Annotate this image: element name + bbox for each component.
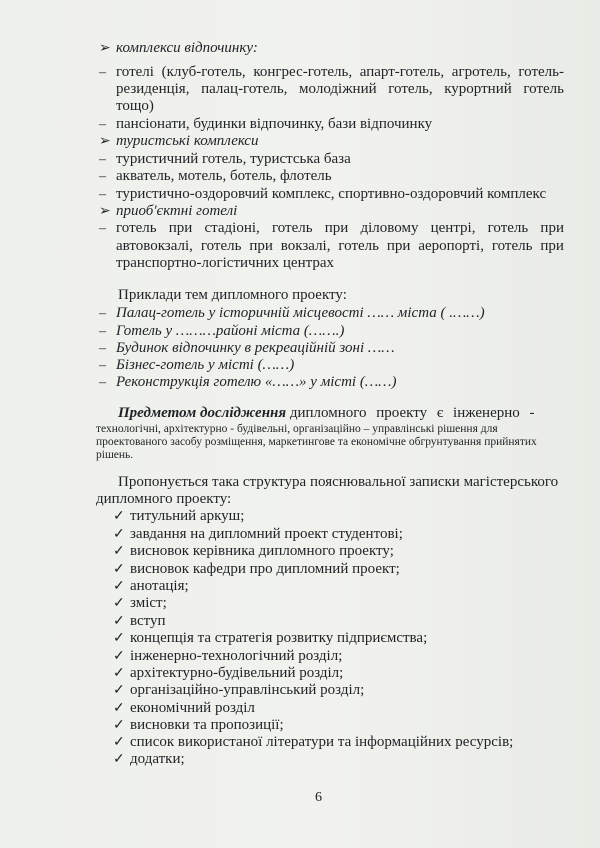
word: готель, <box>388 81 433 97</box>
list-item-line <box>116 238 564 255</box>
structure-item: економічний розділ <box>130 700 255 716</box>
list-item-line <box>116 81 564 98</box>
word: готель <box>523 81 564 97</box>
dash-bullet: – <box>99 187 106 202</box>
word: готель <box>271 220 313 236</box>
structure-item: висновок керівника дипломного проекту; <box>130 543 394 559</box>
dash-bullet: – <box>99 221 106 236</box>
word: готель <box>491 238 533 254</box>
dash-bullet: – <box>99 65 106 80</box>
word: при <box>324 220 349 236</box>
word: вокзалі, <box>280 238 331 254</box>
checkmark-icon: ✓ <box>113 666 125 681</box>
checkmark-icon: ✓ <box>113 718 125 733</box>
subject-line: проектованого засобу розміщення, маркетингове та економічне обгрунтування прийнятих <box>96 436 537 448</box>
arrow-bullet-icon: ➢ <box>99 134 111 149</box>
list-item-line: пансіонати, будинки відпочинку, бази відпочинку <box>116 116 433 132</box>
example-item: Будинок відпочинку в рекреаційній зоні …… <box>116 340 395 356</box>
word: готель <box>116 220 157 236</box>
subject-line: технологічні, архітектурно - будівельні, організаційно – управлінські рішення для <box>96 423 498 435</box>
word: готель <box>200 238 242 254</box>
group-heading: приоб'єктні готелі <box>116 203 238 219</box>
checkmark-icon: ✓ <box>113 631 125 646</box>
word: при <box>249 238 273 254</box>
checkmark-icon: ✓ <box>113 649 125 664</box>
example-item: Реконструкція готелю «……» у місті (……) <box>116 374 397 390</box>
structure-item: організаційно-управлінський розділ; <box>130 682 365 698</box>
word: при <box>540 220 564 236</box>
structure-item: висновки та пропозиції; <box>130 717 284 733</box>
checkmark-icon: ✓ <box>113 701 125 716</box>
word: конгрес-готель, <box>253 64 353 80</box>
dash-bullet: – <box>99 375 106 390</box>
structure-item: концепція та стратегія розвитку підприємства; <box>130 630 428 646</box>
checkmark-icon: ✓ <box>113 735 125 750</box>
subject-line: рішень. <box>96 449 134 461</box>
structure-item: список використаної літератури та інформаційних ресурсів; <box>130 734 514 750</box>
structure-item: висновок кафедри про дипломний проект; <box>130 561 400 577</box>
word: центрі, <box>430 220 476 236</box>
examples-title: Приклади тем дипломного проекту: <box>118 287 347 303</box>
structure-intro-line: Пропонується така структура пояснювальної записки магістерського <box>118 474 559 490</box>
checkmark-icon: ✓ <box>113 544 125 559</box>
structure-item: додатки; <box>130 751 185 767</box>
checkmark-icon: ✓ <box>113 596 125 611</box>
list-item-line: транспортно-логістичних центрах <box>116 255 334 271</box>
word: автовокзалі, <box>116 238 193 254</box>
word: готель <box>338 238 379 254</box>
list-item-line: акватель, мотель, ботель, флотель <box>116 168 332 184</box>
word: готель <box>487 220 529 236</box>
structure-item: зміст; <box>130 595 167 611</box>
checkmark-icon: ✓ <box>113 752 125 767</box>
structure-item: завдання на дипломний проект студентові; <box>130 526 403 542</box>
word: апарт-готель, <box>359 64 445 80</box>
word: аеропорті, <box>418 238 484 254</box>
word: резиденція, <box>116 81 190 97</box>
word: палац-готель, <box>201 81 288 97</box>
word: при <box>168 220 193 236</box>
checkmark-icon: ✓ <box>113 527 125 542</box>
dash-bullet: – <box>99 117 106 132</box>
arrow-bullet-icon: ➢ <box>99 204 111 219</box>
word: курортний <box>444 81 512 97</box>
word: при <box>386 238 411 254</box>
word: (клуб-готель, <box>161 64 246 80</box>
dash-bullet: – <box>99 324 106 339</box>
structure-item: титульний аркуш; <box>130 508 245 524</box>
word: стадіоні, <box>204 220 260 236</box>
checkmark-icon: ✓ <box>113 683 125 698</box>
dash-bullet: – <box>99 169 106 184</box>
word: готелі <box>116 64 154 80</box>
word: агротель, <box>451 64 511 80</box>
structure-item: анотація; <box>130 578 189 594</box>
word: діловому <box>360 220 419 236</box>
word: готель- <box>518 64 564 80</box>
arrow-bullet-icon: ➢ <box>99 41 111 56</box>
list-item-line: тощо) <box>116 98 154 114</box>
group-heading: туристські комплекси <box>116 133 259 149</box>
subject-line: дипломного проекту є інженерно - <box>289 405 535 421</box>
checkmark-icon: ✓ <box>113 579 125 594</box>
dash-bullet: – <box>99 306 106 321</box>
example-item: Бізнес-готель у місті (……) <box>116 357 295 373</box>
page-number: 6 <box>315 790 322 805</box>
checkmark-icon: ✓ <box>113 562 125 577</box>
structure-item: архітектурно-будівельний розділ; <box>130 665 344 681</box>
list-item-line: туристично-оздоровчий комплекс, спортивно-оздоровчий комплекс <box>116 186 547 202</box>
group-heading: комплекси відпочинку: <box>116 40 258 56</box>
dash-bullet: – <box>99 358 106 373</box>
example-item: Палац-готель у історичній місцевості …… міста ( .……) <box>116 305 485 321</box>
example-item: Готель у ………районі міста (…….) <box>116 323 345 339</box>
word: молодіжний <box>299 81 377 97</box>
structure-item: вступ <box>130 613 166 629</box>
structure-item: інженерно-технологічний розділ; <box>130 648 343 664</box>
list-item-line <box>116 64 564 81</box>
word: при <box>540 238 564 254</box>
subject-first-line <box>118 405 564 422</box>
dash-bullet: – <box>99 152 106 167</box>
subject-label: Предметом дослідження <box>118 405 287 421</box>
structure-intro-line: дипломного проекту: <box>96 491 232 507</box>
checkmark-icon: ✓ <box>113 509 125 524</box>
checkmark-icon: ✓ <box>113 614 125 629</box>
list-item-line: туристичний готель, туристська база <box>116 151 351 167</box>
list-item-line <box>116 220 564 237</box>
dash-bullet: – <box>99 341 106 356</box>
